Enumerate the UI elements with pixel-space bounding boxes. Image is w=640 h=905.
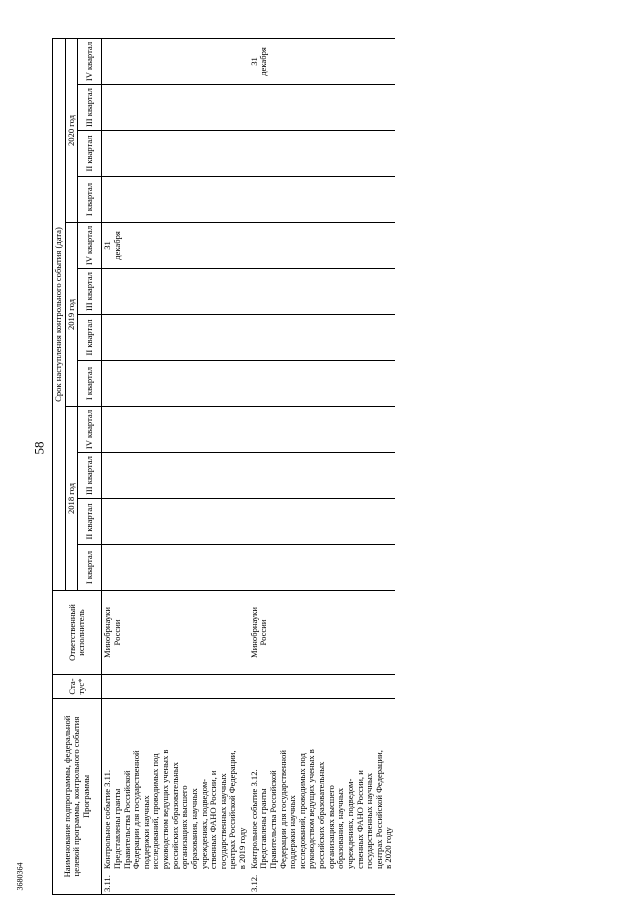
row-number: 3.11.: [102, 875, 113, 892]
header-quarter: I квартал: [78, 361, 102, 407]
header-quarter: I квартал: [78, 177, 102, 223]
header-status: Ста-тус*: [53, 675, 102, 699]
rotated-table-area: [52, 0, 637, 895]
page-number: 58: [31, 441, 47, 455]
row-executor: Минобрнауки России: [102, 591, 249, 675]
document-code: 3680364: [15, 862, 25, 891]
header-quarter: III квартал: [78, 453, 102, 499]
header-year-2019: 2019 год: [65, 223, 78, 407]
row-executor: Минобрнауки России: [249, 591, 395, 675]
row-status: [249, 675, 395, 699]
header-quarter: III квартал: [78, 85, 102, 131]
header-deadline: Срок наступления контрольного события (дата): [53, 39, 66, 591]
header-year-2018: 2018 год: [65, 407, 78, 591]
header-quarter: IV квартал: [78, 223, 102, 269]
header-name: Наименование подпрограммы, федеральной целевой программы, контрольного события Программы: [53, 699, 102, 895]
row-deadline: 31 декабря: [249, 39, 395, 85]
header-quarter: III квартал: [78, 269, 102, 315]
row-name: Контрольное событие 3.12. Представлены гранты Правительства Российской Федерации для государственной поддержки научных исследований, проводимых под руководством ведущих ученых в российских образовательных организациях высшего образования, научных учреждениях, подведом- ственных ФАНО России, и государственных научных центрах Российской Федерации, в 2020 году: [248, 749, 394, 869]
header-executor: Ответственный исполнитель: [53, 591, 102, 675]
header-quarter: IV квартал: [78, 407, 102, 453]
header-quarter: IV квартал: [78, 39, 102, 85]
header-year-2020: 2020 год: [65, 39, 78, 223]
row-status: [102, 675, 249, 699]
table-row: [102, 39, 249, 895]
header-quarter: II квартал: [78, 131, 102, 177]
row-deadline: 31 декабря: [102, 223, 249, 269]
table-row: [249, 39, 395, 895]
header-quarter: II квартал: [78, 499, 102, 545]
row-number: 3.12.: [248, 874, 259, 892]
header-quarter: I квартал: [78, 545, 102, 591]
header-quarter: II квартал: [78, 315, 102, 361]
row-name: Контрольное событие 3.11. Представлены гранты Правительства Российской Федерации для государственной поддержки научных исследований, проводимых под руководством ведущих ученых в российских образовательных организациях высшего образования, научных учреждениях, подведом- ственных ФАНО России, и государственных научных центрах Российской Федерации, в 2019 году: [102, 749, 247, 870]
control-events-table: [52, 38, 395, 895]
